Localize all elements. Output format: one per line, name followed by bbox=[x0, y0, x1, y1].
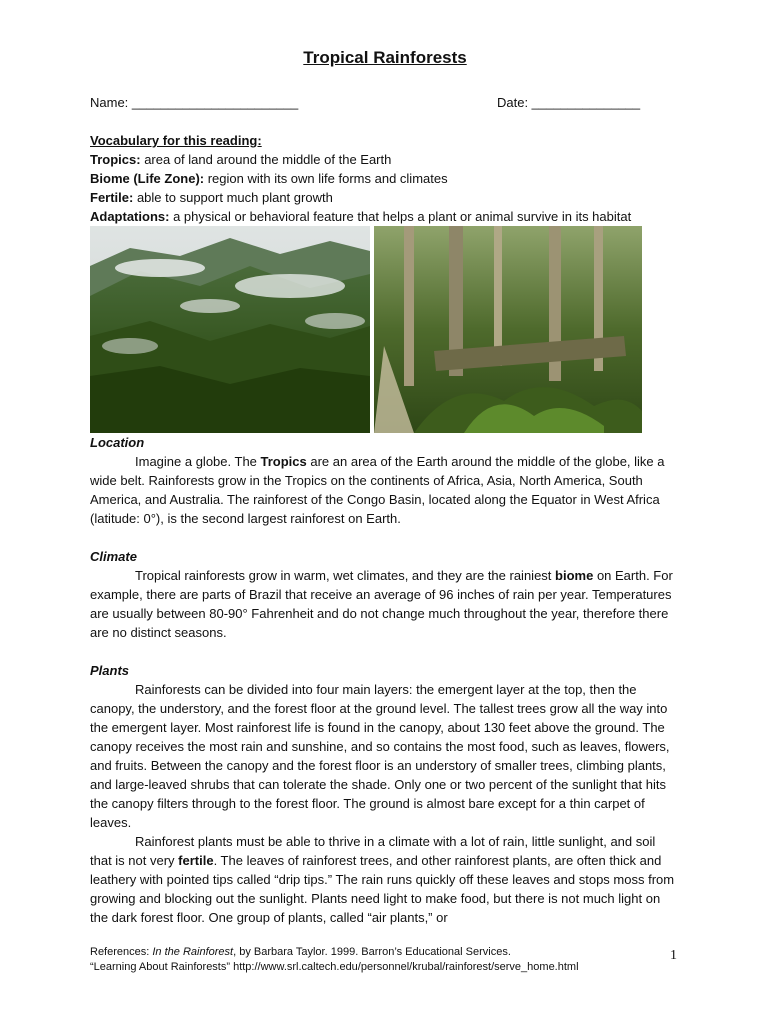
forest-floor-photo bbox=[374, 226, 642, 433]
reference-label: References: bbox=[90, 946, 153, 958]
text-run: Imagine a globe. The bbox=[135, 454, 261, 469]
date-field[interactable]: Date: _______________ bbox=[497, 95, 641, 110]
section-heading-climate: Climate bbox=[90, 549, 137, 564]
page-number: 1 bbox=[670, 948, 677, 963]
name-field[interactable]: Name: _______________________ bbox=[90, 95, 299, 110]
reference-book-title: In the Rainforest bbox=[152, 946, 234, 958]
text-run: . The leaves of rainforest trees, and other rainforest plants, are often thick and leathery with pointed tips called “drip tips.” The rain runs quickly off these leaves and stops moss from growing and blocking out the sunlight. Plants need light to make food, but there is not much light on the dark forest floor. One group of plants, called “air plants,” or bbox=[90, 853, 675, 925]
aerial-rainforest-photo bbox=[90, 226, 370, 433]
references-footer bbox=[90, 945, 680, 975]
text-run: Rainforest plants must be able to thrive in a climate with a lot of rain, little sunlight, and soil that is not very bbox=[90, 834, 656, 868]
bold-term: fertile bbox=[178, 853, 214, 868]
vocab-item-fertile bbox=[90, 188, 680, 207]
vocab-definition: area of land around the middle of the Earth bbox=[140, 152, 392, 167]
plants-paragraph-1: Rainforests can be divided into four main layers: the emergent layer at the top, then the canopy, the understory, and the forest floor at the ground level. The tallest trees grow all the way into the emergent layer. Most rainforest life is found in the canopy, about 130 feet above the ground. The canopy receives the most rain and sunshine, and so contains the most food, such as leaves, flowers, and fruits. Between the canopy and the forest floor is an understory of smaller trees, climbing plants, and large-leaved shrubs that can tolerate the shade. Only one or two percent of the sunlight that hits the canopy filters through to the forest floor. The ground is almost bare except for a thin carpet of leaves. bbox=[90, 682, 670, 830]
reference-details: , by Barbara Taylor. 1999. Barron’s Educational Services. bbox=[233, 946, 511, 958]
vocabulary-heading: Vocabulary for this reading: bbox=[90, 133, 262, 148]
vocab-definition: able to support much plant growth bbox=[133, 190, 333, 205]
section-heading-plants: Plants bbox=[90, 663, 130, 678]
text-run: Tropical rainforests grow in warm, wet climates, and they are the rainiest bbox=[135, 568, 556, 583]
reference-line-1 bbox=[90, 945, 680, 960]
vocab-definition: region with its own life forms and climates bbox=[204, 171, 448, 186]
vocabulary-section bbox=[90, 131, 680, 226]
plants-paragraph-2 bbox=[90, 832, 680, 927]
bold-term: Tropics bbox=[260, 454, 307, 469]
location-paragraph bbox=[90, 452, 680, 528]
climate-paragraph bbox=[90, 566, 680, 642]
bold-term: biome bbox=[555, 568, 594, 583]
vocab-term: Tropics: bbox=[90, 152, 141, 167]
reading-body bbox=[90, 433, 680, 927]
vocab-item-biome bbox=[90, 169, 680, 188]
vocab-term: Biome (Life Zone): bbox=[90, 171, 205, 186]
vocab-item-adaptations bbox=[90, 207, 680, 226]
vocab-item-tropics bbox=[90, 150, 680, 169]
reference-line-2: “Learning About Rainforests” http://www.srl.caltech.edu/personnel/krubal/rainforest/serve_home.html bbox=[90, 961, 579, 973]
section-heading-location: Location bbox=[90, 435, 145, 450]
page-title: Tropical Rainforests bbox=[303, 48, 467, 67]
rainforest-photos bbox=[90, 226, 642, 433]
vocab-term: Adaptations: bbox=[90, 209, 170, 224]
text-run: on Earth. For example, there are parts of Brazil that receive an average of 96 inches of rain per year. Temperatures are usually between 80-90° Fahrenheit and do not change much throughout the year, therefore there are no distinct seasons. bbox=[90, 568, 673, 640]
vocab-term: Fertile: bbox=[90, 190, 134, 205]
text-run: are an area of the Earth around the middle of the globe, like a wide belt. Rainforests grow in the Tropics on the continents of Africa, Asia, North America, South America, and Australia. The rainforest of the Congo Basin, located along the Equator in West Africa (latitude: 0°), is the second largest rainforest on Earth. bbox=[90, 454, 665, 526]
vocab-definition: a physical or behavioral feature that helps a plant or animal survive in its habitat bbox=[169, 209, 632, 224]
